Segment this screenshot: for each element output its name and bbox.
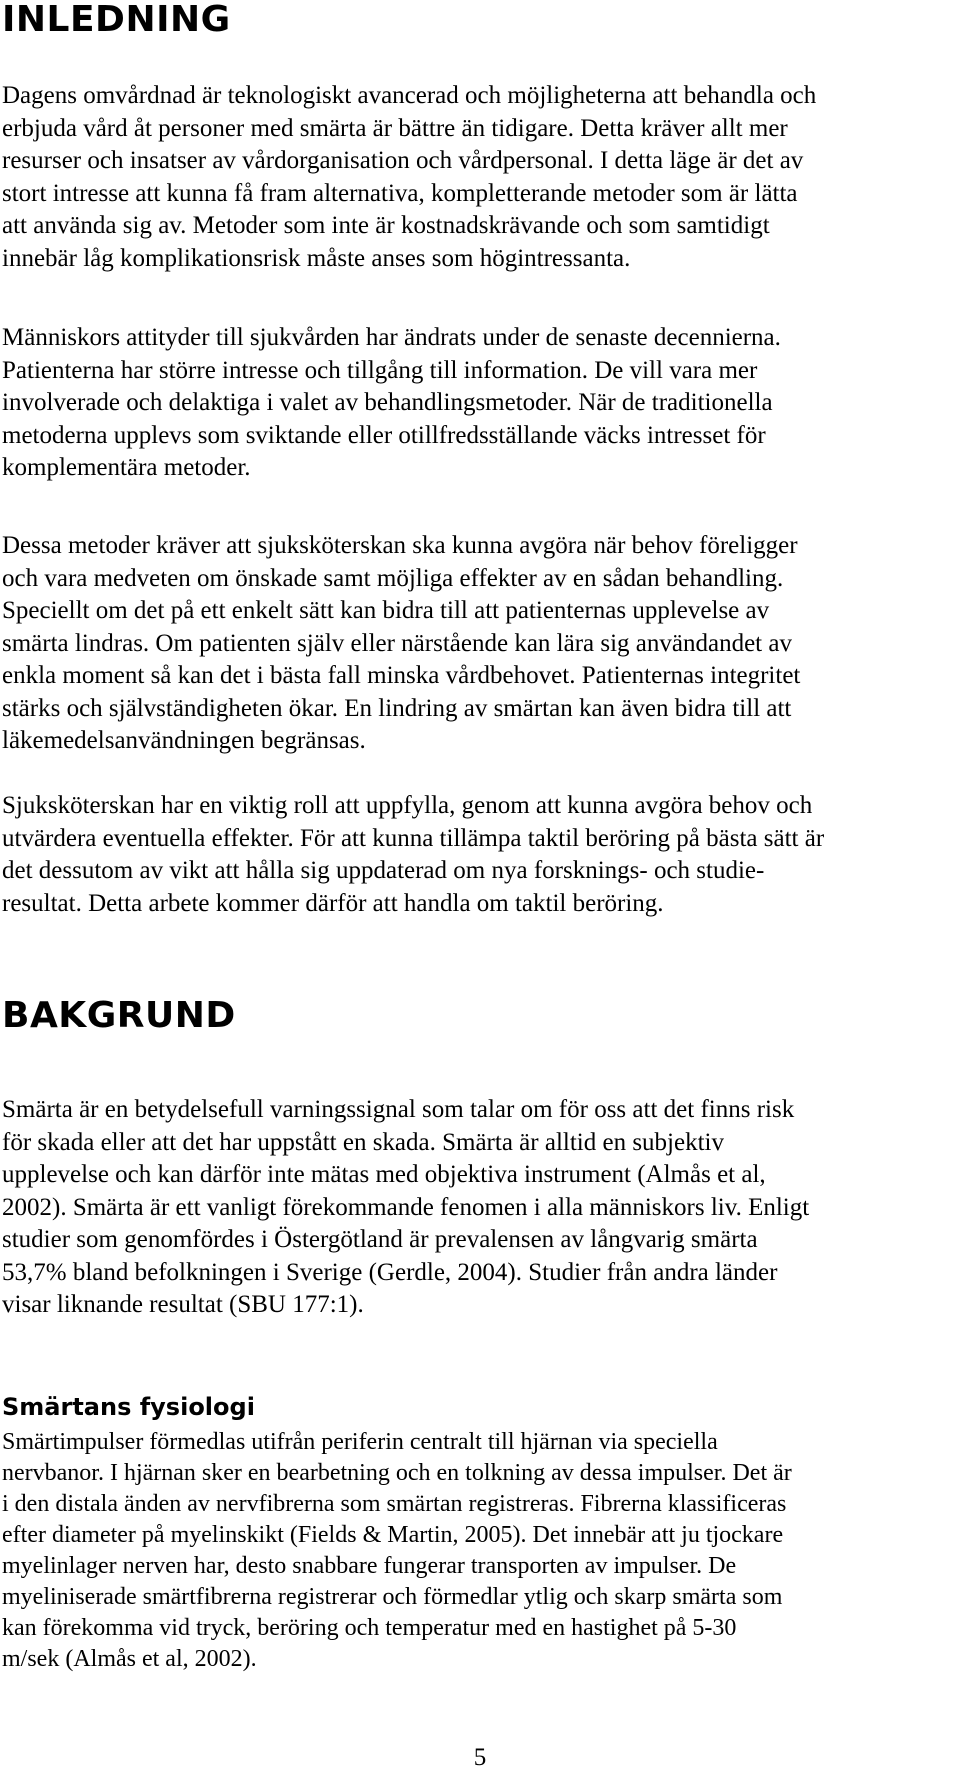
inledning-paragraph-2	[2, 322, 958, 485]
text-line: att använda sig av. Metoder som inte är kostnadskrävande och som samtidigt	[2, 212, 770, 239]
text-line: resurser och insatser av vårdorganisation och vårdpersonal. I detta läge är det av	[2, 147, 804, 174]
text-line: komplementära metoder.	[2, 454, 251, 481]
text-line: läkemedelsanvändningen begränsas.	[2, 727, 366, 754]
text-line: Dagens omvårdnad är teknologiskt avancerad och möjligheterna att behandla och	[2, 82, 817, 109]
text-line: stort intresse att kunna få fram alternativa, kompletterande metoder som är lätta	[2, 179, 798, 207]
text-line: Smärtimpulser förmedlas utifrån periferin centralt till hjärnan via speciella	[2, 1429, 718, 1455]
text-line: Smärta är en betydelsefull varningssignal som talar om för oss att det finns risk	[2, 1096, 795, 1123]
inledning-paragraph-1	[2, 80, 958, 275]
text-line: det dessutom av vikt att hålla sig uppdaterad om nya forsknings- och studie-	[2, 857, 765, 884]
text-line: resultat. Detta arbete kommer därför att handla om taktil beröring.	[2, 889, 664, 917]
text-line: Människors attityder till sjukvården har ändrats under de senaste decennierna.	[2, 324, 781, 351]
text-line: m/sek (Almås et al, 2002).	[2, 1646, 257, 1672]
text-line: i den distala änden av nervfibrerna som smärtan registreras. Fibrerna klassificeras	[2, 1491, 787, 1517]
text-line: visar liknande resultat (SBU 177:1).	[2, 1291, 364, 1318]
text-line: 53,7% bland befolkningen i Sverige (Gerdle, 2004). Studier från andra länder	[2, 1258, 778, 1286]
heading-inledning: INLEDNING	[2, 0, 231, 40]
text-line: studier som genomfördes i Östergötland är prevalensen av långvarig smärta	[2, 1226, 758, 1253]
text-line: efter diameter på myelinskikt (Fields & Martin, 2005). Det innebär att ju tjockare	[2, 1522, 784, 1548]
text-line: metoderna upplevs som sviktande eller otillfredsställande väcks intresset för	[2, 421, 766, 449]
text-line: Patienterna har större intresse och tillgång till information. De vill vara mer	[2, 356, 758, 384]
text-line: myelinlager nerven har, desto snabbare fungerar transporten av impulser. De	[2, 1553, 737, 1579]
text-line: och vara medveten om önskade samt möjliga effekter av en sådan behandling.	[2, 564, 784, 592]
text-line: kan förekomma vid tryck, beröring och temperatur med en hastighet på 5-30	[2, 1615, 737, 1641]
text-line: involverade och delaktiga i valet av behandlingsmetoder. När de traditionella	[2, 389, 773, 416]
inledning-paragraph-4	[2, 790, 958, 920]
text-line: enkla moment så kan det i bästa fall minska vårdbehovet. Patienternas integritet	[2, 662, 801, 689]
fysiologi-paragraph	[2, 1427, 958, 1675]
text-line: stärks och självständigheten ökar. En lindring av smärtan kan även bidra till att	[2, 694, 792, 722]
bakgrund-paragraph	[2, 1094, 958, 1322]
text-line: smärta lindras. Om patienten själv eller närstående kan lära sig användandet av	[2, 629, 792, 657]
text-line: Speciellt om det på ett enkelt sätt kan bidra till att patienternas upplevelse av	[2, 597, 770, 624]
text-line: myeliniserade smärtfibrerna registrerar och förmedlar ytlig och skarp smärta som	[2, 1584, 783, 1610]
text-line: för skada eller att det har uppstått en skada. Smärta är alltid en subjektiv	[2, 1128, 724, 1156]
heading-smartans-fysiologi: Smärtans fysiologi	[2, 1393, 255, 1421]
heading-bakgrund: BAKGRUND	[2, 995, 236, 1036]
text-line: Dessa metoder kräver att sjuksköterskan ska kunna avgöra när behov föreligger	[2, 532, 798, 559]
text-line: utvärdera eventuella effekter. För att kunna tillämpa taktil beröring på bästa sätt är	[2, 824, 825, 852]
text-line: erbjuda vård åt personer med smärta är bättre än tidigare. Detta kräver allt mer	[2, 114, 788, 142]
text-line: upplevelse och kan därför inte mätas med objektiva instrument (Almås et al,	[2, 1161, 766, 1188]
text-line: innebär låg komplikationsrisk måste anses som högintressanta.	[2, 244, 631, 272]
text-line: Sjuksköterskan har en viktig roll att uppfylla, genom att kunna avgöra behov och	[2, 792, 813, 819]
text-line: nervbanor. I hjärnan sker en bearbetning och en tolkning av dessa impulser. Det är	[2, 1460, 792, 1486]
page-number: 5	[473, 1744, 487, 1771]
inledning-paragraph-3	[2, 530, 958, 758]
text-line: 2002). Smärta är ett vanligt förekommande fenomen i alla människors liv. Enligt	[2, 1193, 810, 1221]
